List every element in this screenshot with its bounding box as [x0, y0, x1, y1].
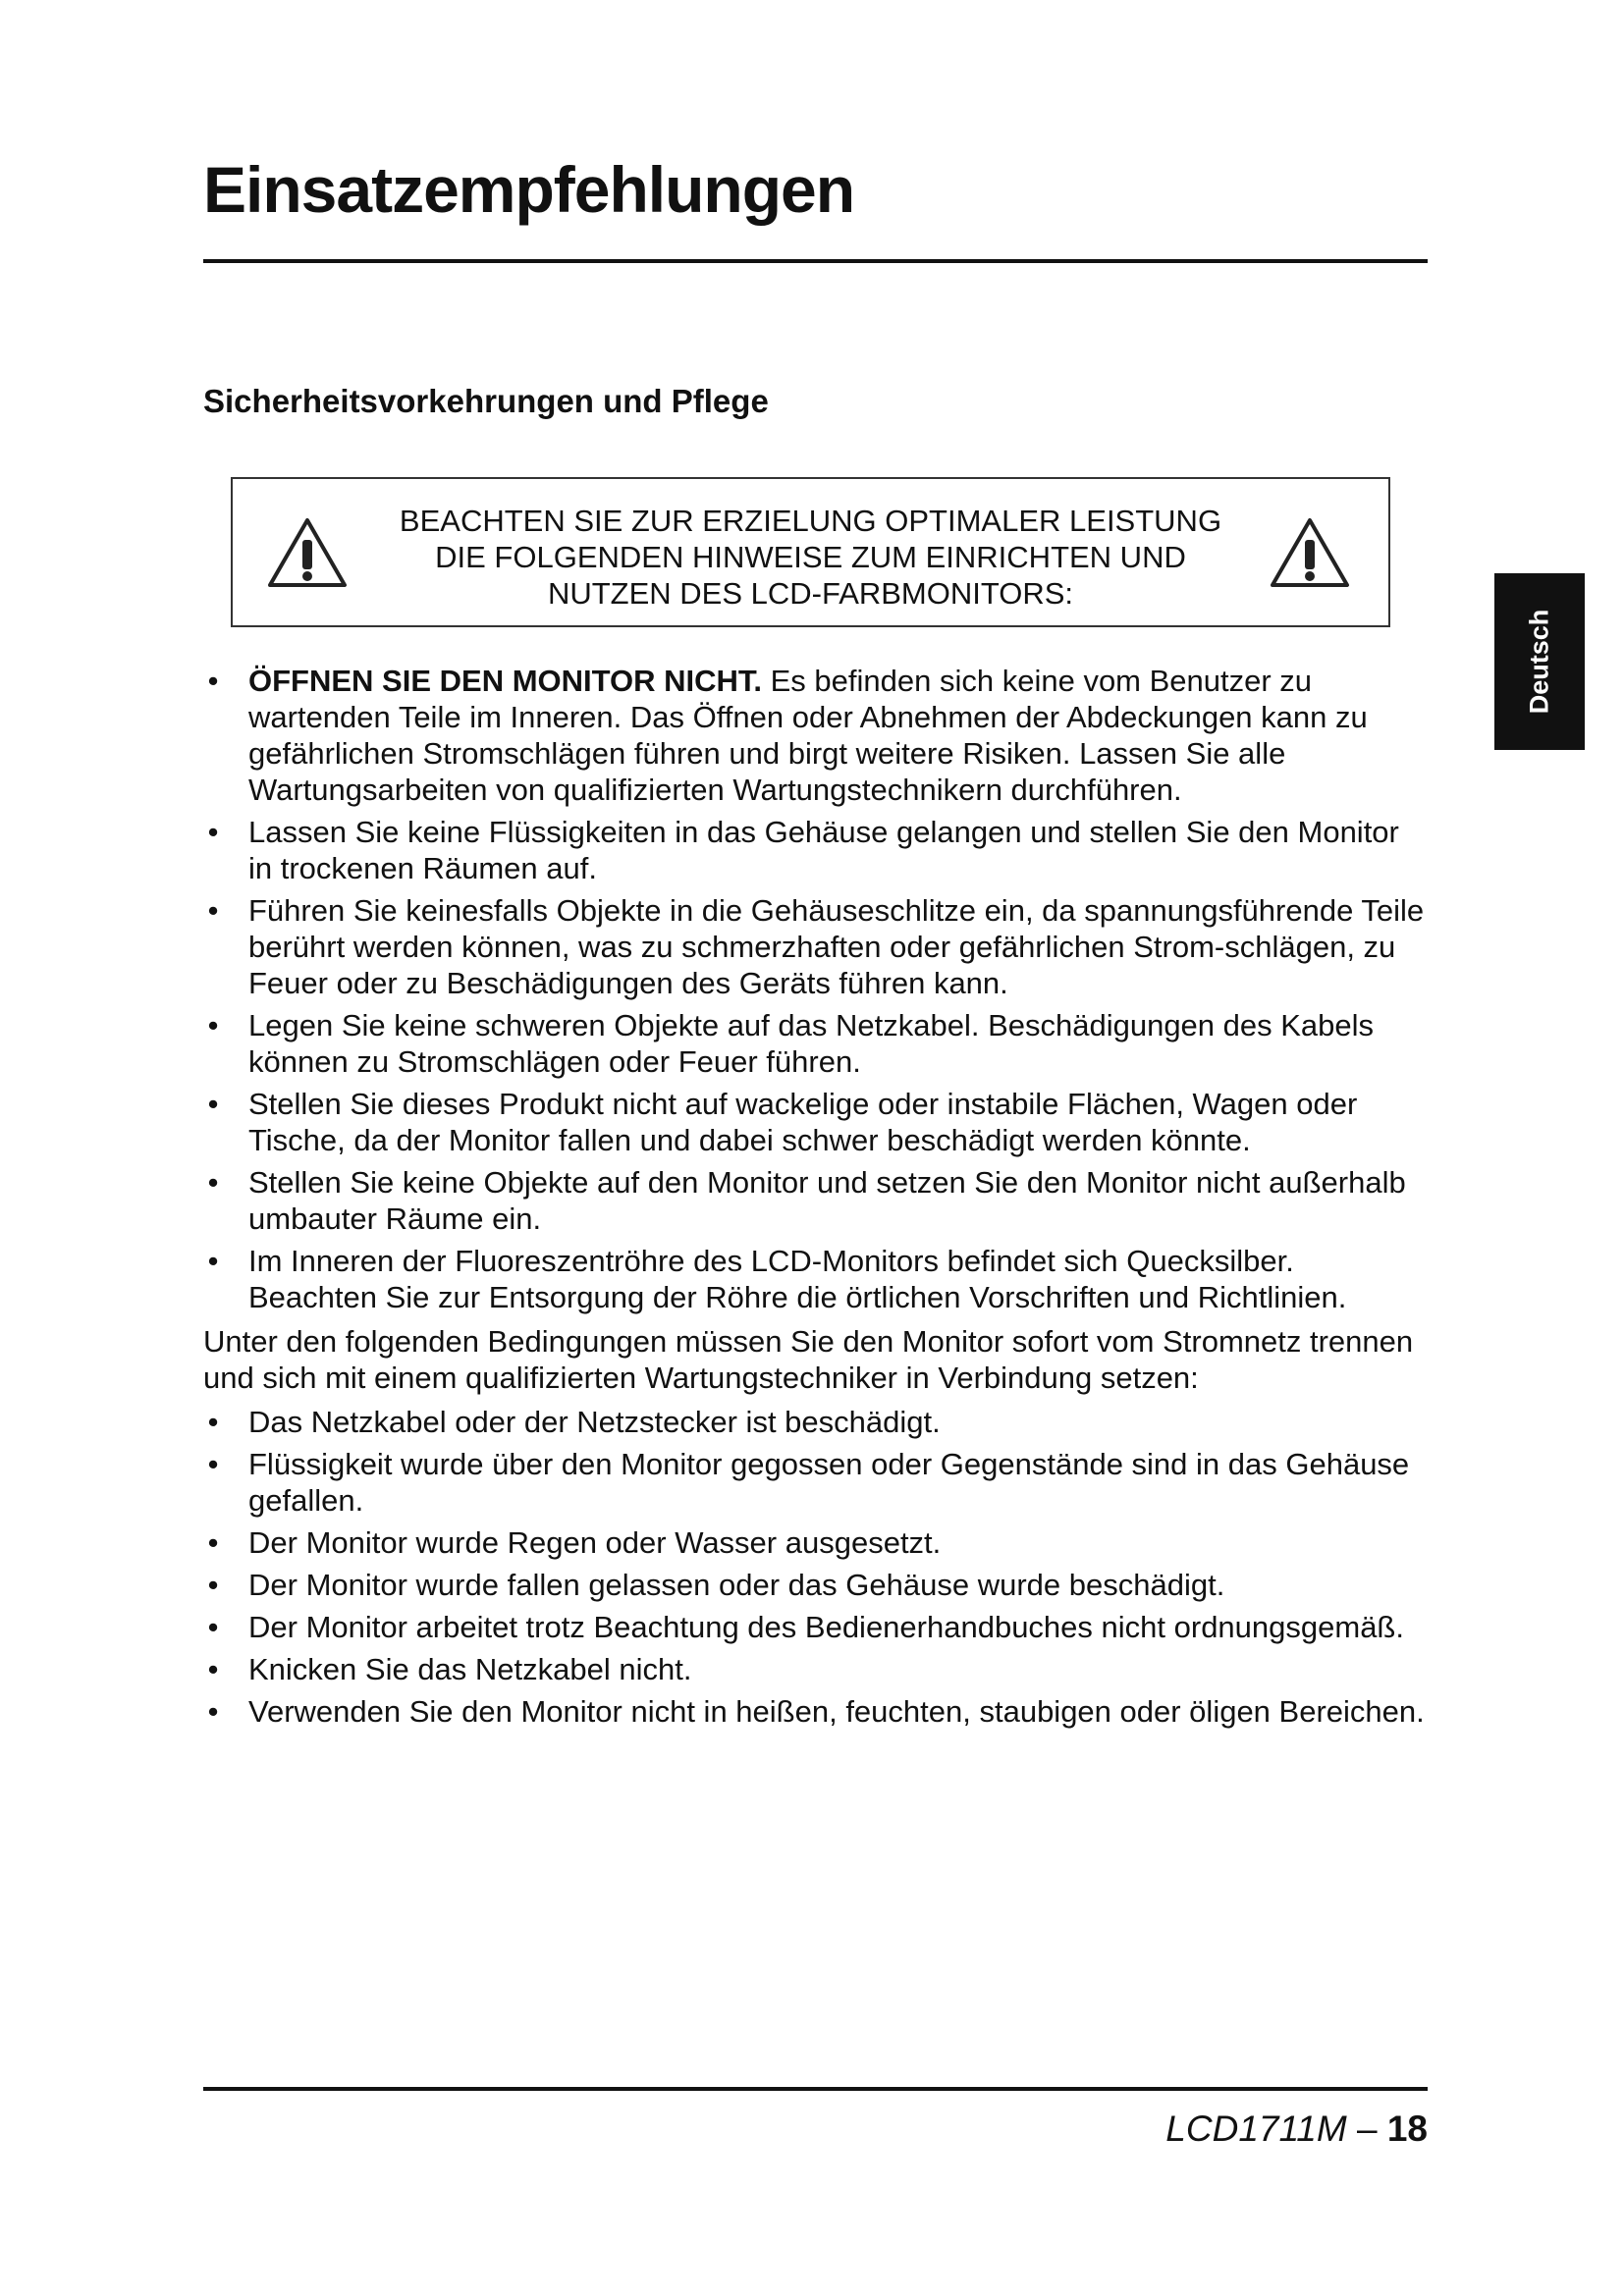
list-item-text: Lassen Sie keine Flüssigkeiten in das Gehäuse gelangen und stellen Sie den Monitor in trockenen Räumen auf. — [248, 815, 1399, 885]
list-item — [203, 1693, 1431, 1730]
page-number: 18 — [1386, 2109, 1428, 2149]
bullet: • — [207, 1652, 219, 1686]
list-item-text: Das Netzkabel oder der Netzstecker ist beschädigt. — [248, 1405, 941, 1439]
list-item — [203, 1243, 1431, 1315]
warning-triangle-icon — [1269, 516, 1351, 589]
list-item — [203, 1446, 1431, 1519]
warning-line: NUTZEN DES LCD-FARBMONITORS: — [547, 576, 1074, 611]
body-content — [203, 663, 1431, 1735]
footer-model: LCD1711M — [1165, 2109, 1347, 2149]
list-item — [203, 814, 1431, 886]
bullet: • — [207, 1405, 219, 1439]
bullet: • — [207, 664, 219, 698]
bullet: • — [207, 893, 219, 928]
list-item — [203, 892, 1431, 1001]
warning-line: BEACHTEN SIE ZUR ERZIELUNG OPTIMALER LEISTUNG — [399, 504, 1222, 538]
bullet: • — [207, 1568, 219, 1602]
list-item-text: Verwenden Sie den Monitor nicht in heißen, feuchten, staubigen oder öligen Bereichen. — [248, 1694, 1425, 1729]
bullet: • — [207, 815, 219, 849]
list-item-text: Legen Sie keine schweren Objekte auf das Netzkabel. Beschädigungen des Kabels können zu Stromschlägen oder Feuer führen. — [248, 1008, 1375, 1079]
list-item — [203, 1609, 1431, 1645]
list-item — [203, 1007, 1431, 1080]
safety-list — [203, 663, 1431, 1315]
bullet: • — [207, 1008, 219, 1042]
bullet: • — [207, 1694, 219, 1729]
list-item-text: Knicken Sie das Netzkabel nicht. — [248, 1652, 692, 1686]
list-item-text: Stellen Sie dieses Produkt nicht auf wackelige oder instabile Flächen, Wagen oder Tische, da der Monitor fallen und dabei schwer beschädigt werden könnte. — [248, 1087, 1358, 1157]
disconnect-intro: Unter den folgenden Bedingungen müssen Sie den Monitor sofort vom Stromnetz trennen und sich mit einem qualifizierten Wartungstechniker in Verbindung setzen: — [203, 1324, 1414, 1395]
list-item-text: Stellen Sie keine Objekte auf den Monitor und setzen Sie den Monitor nicht außerhalb umbauter Räume ein. — [248, 1165, 1406, 1236]
language-tab-label: Deutsch — [1524, 609, 1554, 715]
section-heading: Sicherheitsvorkehrungen und Pflege — [203, 383, 769, 419]
warning-text — [360, 503, 1261, 612]
footer-separator: – — [1346, 2109, 1387, 2149]
list-item-text: Im Inneren der Fluoreszentröhre des LCD-Monitors befindet sich Quecksilber. Beachten Sie zur Entsorgung der Röhre die örtlichen Vorschriften und Richtlinien. — [248, 1244, 1347, 1314]
page-footer — [1165, 2109, 1428, 2150]
bullet: • — [207, 1087, 219, 1121]
list-item — [203, 1164, 1431, 1237]
list-item-text: Der Monitor wurde Regen oder Wasser ausgesetzt. — [248, 1525, 942, 1560]
bullet: • — [207, 1244, 219, 1278]
list-item-text: Der Monitor wurde fallen gelassen oder das Gehäuse wurde beschädigt. — [248, 1568, 1225, 1602]
list-item-text: Es befinden sich keine vom Benutzer zu wartenden Teile im Inneren. Das Öffnen oder Abnehmen der Abdeckungen kann zu gefährlichen Stromschlägen führen und birgt weitere Risiken. Lassen Sie alle Wartungsarbeiten von qualifizierten Wartungstechnikern durchführen. — [248, 664, 1368, 807]
warning-line: DIE FOLGENDEN HINWEISE ZUM EINRICHTEN UND — [435, 540, 1186, 574]
list-item-text: Der Monitor arbeitet trotz Beachtung des Bedienerhandbuches nicht ordnungsgemäß. — [248, 1610, 1404, 1644]
language-tab — [1494, 573, 1585, 750]
header-rule — [203, 259, 1428, 263]
list-item-text: Führen Sie keinesfalls Objekte in die Gehäuseschlitze ein, da spannungsführende Teile berührt werden können, was zu schmerzhaften oder gefährlichen Strom-schlägen, zu Feuer oder zu Beschädigungen des Geräts führen kann. — [248, 893, 1425, 1000]
bullet: • — [207, 1165, 219, 1200]
bullet: • — [207, 1610, 219, 1644]
list-item — [203, 663, 1431, 808]
list-item — [203, 1651, 1431, 1687]
list-item — [203, 1086, 1431, 1158]
footer-rule — [203, 2087, 1428, 2091]
list-item — [203, 1404, 1431, 1440]
bullet: • — [207, 1447, 219, 1481]
disconnect-list — [203, 1404, 1431, 1730]
list-item-text: Flüssigkeit wurde über den Monitor gegossen oder Gegenstände sind in das Gehäuse gefallen. — [248, 1447, 1410, 1518]
list-item — [203, 1567, 1431, 1603]
list-item — [203, 1524, 1431, 1561]
list-item-lead: ÖFFNEN SIE DEN MONITOR NICHT. — [248, 664, 763, 698]
warning-box — [231, 477, 1390, 627]
warning-triangle-icon — [266, 516, 349, 589]
page-title: Einsatzempfehlungen — [203, 153, 855, 226]
bullet: • — [207, 1525, 219, 1560]
